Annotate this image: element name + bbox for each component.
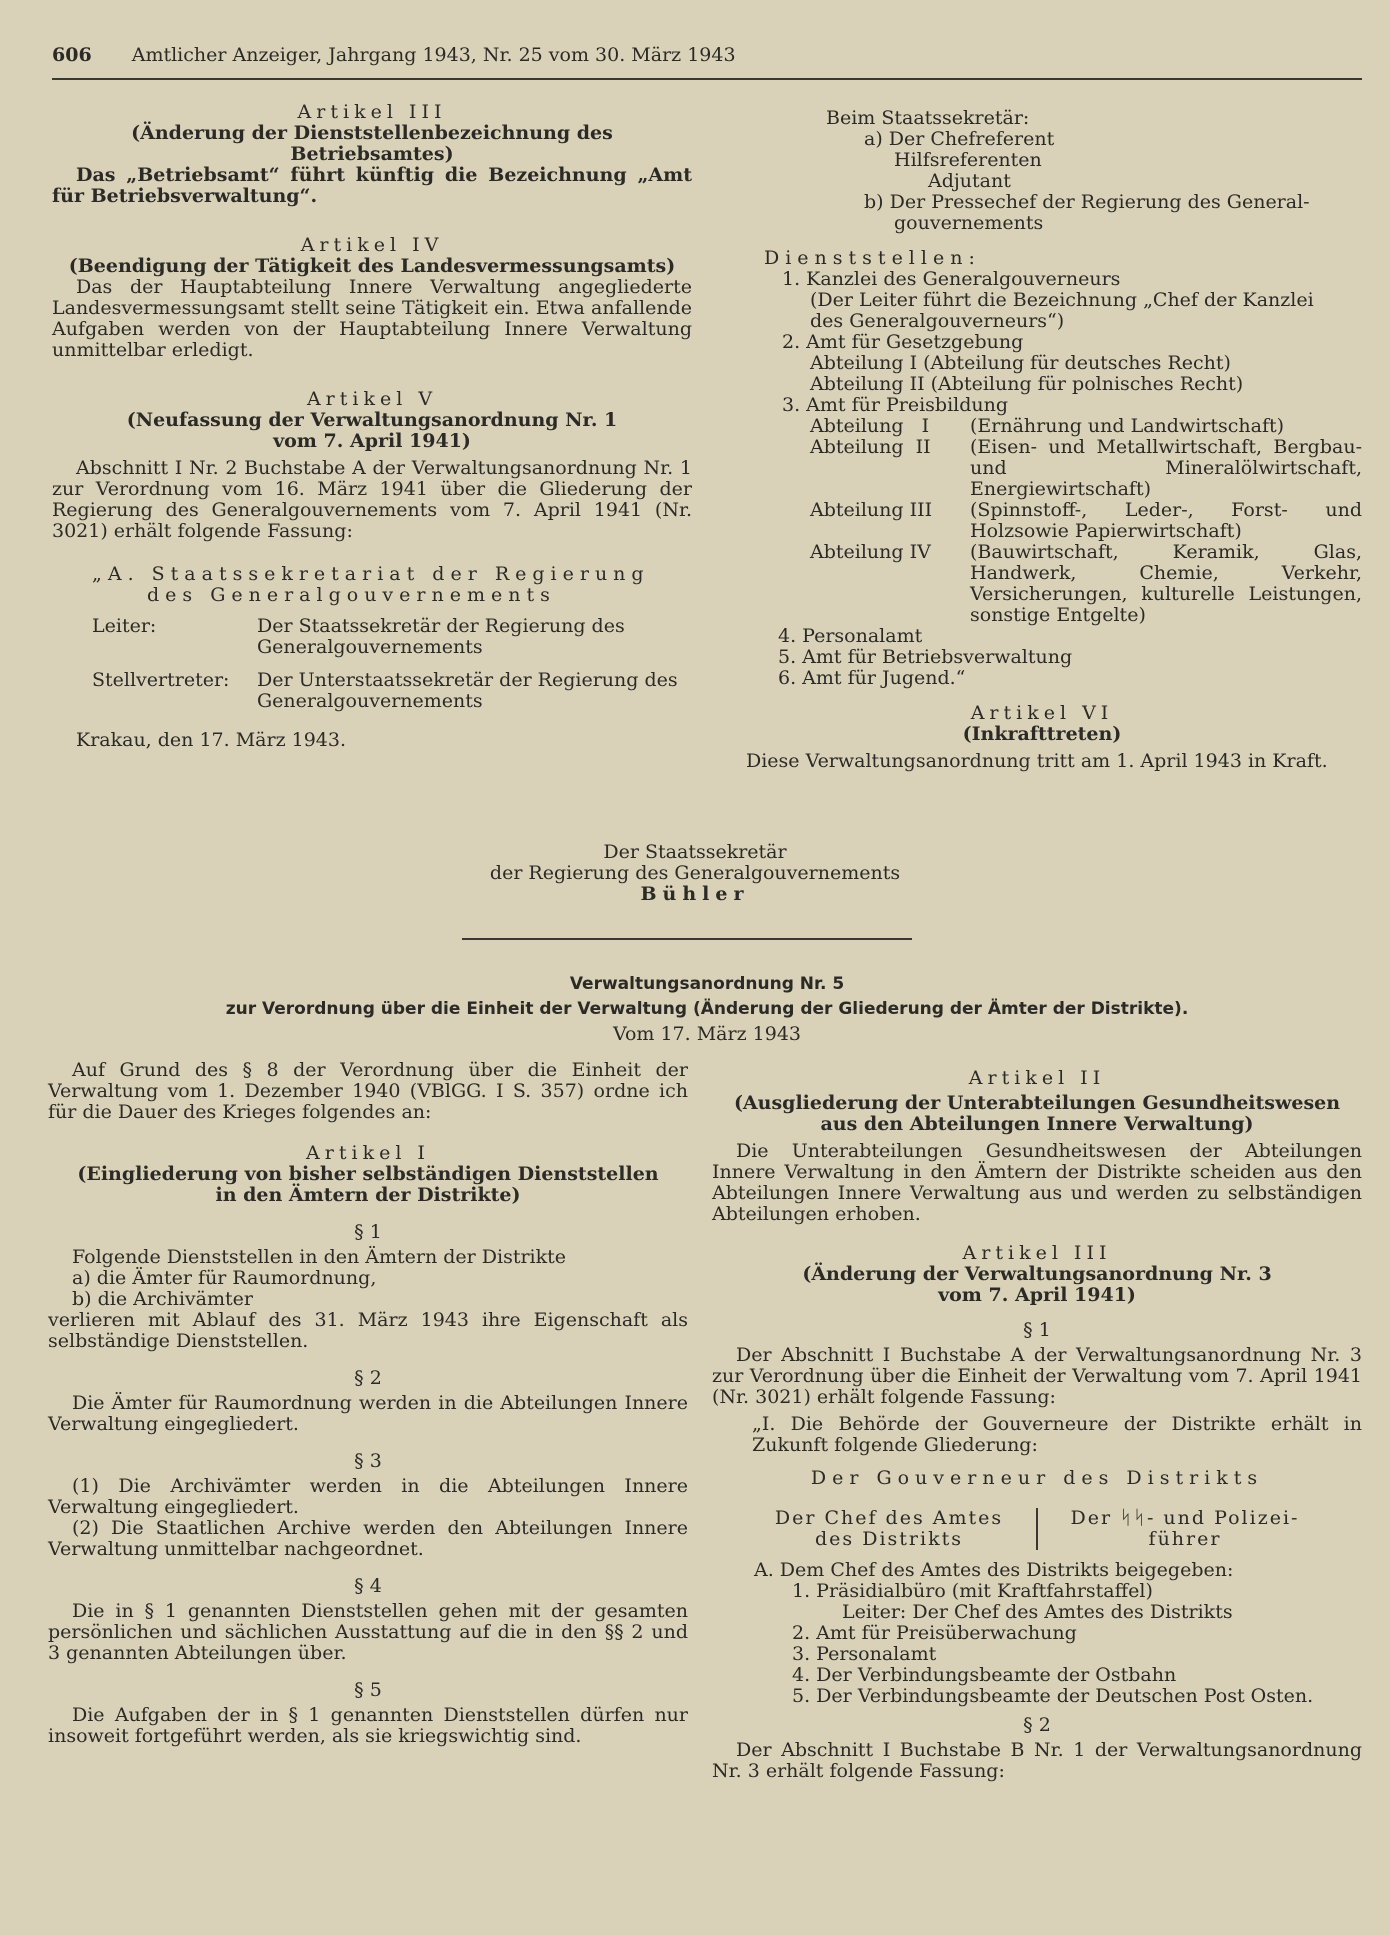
header-rule bbox=[52, 78, 1362, 80]
section-1-marker: § 1 bbox=[354, 1221, 382, 1243]
beim-staatssekretaer: Beim Staatssekretär: bbox=[826, 107, 1030, 129]
br-section-2-marker: § 2 bbox=[1023, 1714, 1051, 1736]
a-item-1-leiter: Leiter: Der Chef des Amtes des Distrikts bbox=[842, 1601, 1233, 1623]
org-split bbox=[712, 1508, 1362, 1550]
a-item-4: 4. Der Verbindungsbeamte der Ostbahn bbox=[792, 1664, 1177, 1686]
top-left-column bbox=[52, 102, 692, 751]
article-6-text: Diese Verwaltungsanordnung tritt am 1. April 1943 in Kraft. bbox=[746, 750, 1328, 772]
gouverneur-heading: Der Gouverneur des Distrikts bbox=[810, 1467, 1264, 1489]
section-1-item-a: a) die Ämter für Raumordnung, bbox=[72, 1267, 377, 1289]
ordinance-header bbox=[52, 972, 1362, 1046]
br-article-3-subtitle-1: (Änderung der Verwaltungsanordnung Nr. 3 bbox=[802, 1263, 1272, 1285]
article-4-text: Das der Hauptabteilung Innere Verwaltung angegliederte Landesvermessungsamt stellt seine Tätigkeit ein. Etwa anfallende Aufgaben werden von der Hauptabteilung Innere Verwaltung unmittelbar erledigt. bbox=[52, 276, 692, 361]
header-title: Amtlicher Anzeiger, Jahrgang 1943, Nr. 25 vom 30. März 1943 bbox=[131, 44, 736, 66]
item-6-jugend: 6. Amt für Jugend.“ bbox=[778, 667, 966, 689]
item-3-abteilung-2 bbox=[810, 437, 1362, 500]
a-item-1: 1. Präsidialbüro (mit Kraftfahrstaffel) bbox=[792, 1580, 1153, 1602]
section-1-item-b: b) die Archivämter bbox=[72, 1288, 253, 1310]
section-5-text: Die Aufgaben der in § 1 genannten Dienststellen dürfen nur insoweit fortgeführt werden, als sie kriegswichtig sind. bbox=[48, 1704, 688, 1747]
abteilung-2-label: Abteilung II bbox=[810, 436, 931, 458]
item-3-abteilung-4 bbox=[810, 542, 1362, 626]
chef-line-2: des Distrikts bbox=[815, 1528, 963, 1550]
stellvertreter-label: Stellvertreter: bbox=[92, 669, 230, 691]
item-a-adjutant: Adjutant bbox=[928, 170, 1011, 192]
leiter-label: Leiter: bbox=[92, 615, 157, 637]
section-4-marker: § 4 bbox=[354, 1575, 382, 1597]
section-5-marker: § 5 bbox=[354, 1679, 382, 1701]
section-4-text: Die in § 1 genannten Dienststellen gehen mit der gesamten persönlichen und sächlichen Ausstattung auf die in den §§ 2 und 3 genannten Abteilungen über. bbox=[48, 1600, 688, 1664]
section-2-text: Die Ämter für Raumordnung werden in die Abteilungen Innere Verwaltung eingegliedert. bbox=[48, 1392, 688, 1435]
section-divider bbox=[462, 938, 912, 940]
article-5-heading: Artikel V bbox=[306, 388, 438, 410]
item-b-pressechef: b) Der Pressechef der Regierung des General- bbox=[864, 191, 1310, 213]
page-header bbox=[52, 44, 1362, 66]
a-item-3: 3. Personalamt bbox=[792, 1643, 937, 1665]
br-article-2-heading: Artikel II bbox=[968, 1067, 1106, 1089]
ordinance-subtitle: zur Verordnung über die Einheit der Verwaltung (Änderung der Gliederung der Ämter der Distrikte). bbox=[225, 999, 1189, 1019]
abteilung-3-label: Abteilung III bbox=[810, 499, 933, 521]
item-4-personalamt: 4. Personalamt bbox=[778, 625, 923, 647]
stellvertreter-row bbox=[52, 670, 692, 712]
a-heading: A. Dem Chef des Amtes des Distrikts beigegeben: bbox=[754, 1559, 1234, 1581]
article-6-heading: Artikel VI bbox=[970, 702, 1114, 724]
abteilung-3-text: (Spinnstoff-, Leder-, Forst- und Holzsowie Papierwirtschaft) bbox=[970, 499, 1362, 542]
quote-heading-2: des Generalgouvernements bbox=[147, 584, 556, 606]
abteilung-2-text: (Eisen- und Metallwirtschaft, Bergbau- und Mineralölwirtschaft, Energiewirtschaft) bbox=[970, 436, 1362, 500]
br-article-2-subtitle-1: (Ausgliederung der Unterabteilungen Gesundheitswesen bbox=[733, 1092, 1341, 1114]
ss-line-1: Der ᛋᛋ- und Polizei- bbox=[1070, 1507, 1300, 1529]
article-5-subtitle-2: vom 7. April 1941) bbox=[273, 430, 471, 452]
section-1-text-1: Folgende Dienststellen in den Ämtern der Distrikte bbox=[72, 1246, 567, 1268]
item-3-abteilung-1 bbox=[810, 416, 1362, 437]
bottom-left-column bbox=[48, 1060, 688, 1747]
item-1-note-1: (Der Leiter führt die Bezeichnung „Chef der Kanzlei bbox=[810, 289, 1314, 311]
item-2-abteilung-1: Abteilung I (Abteilung für deutsches Recht) bbox=[810, 352, 1231, 374]
abteilung-4-label: Abteilung IV bbox=[810, 541, 931, 563]
br-section-1-quote: „I. Die Behörde der Gouverneure der Distrikte erhält in Zukunft folgende Gliederung: bbox=[752, 1413, 1362, 1456]
item-5-betriebsverwaltung: 5. Amt für Betriebsverwaltung bbox=[778, 646, 1073, 668]
section-3-marker: § 3 bbox=[354, 1450, 382, 1472]
abteilung-1-text: (Ernährung und Landwirtschaft) bbox=[970, 415, 1285, 437]
item-b-gouvernements: gouvernements bbox=[894, 212, 1044, 234]
chef-line-1: Der Chef des Amtes bbox=[774, 1507, 1004, 1529]
item-2-abteilung-2: Abteilung II (Abteilung für polnisches Recht) bbox=[810, 373, 1244, 395]
article-4-heading: Artikel IV bbox=[300, 234, 444, 256]
br-article-3-subtitle-2: vom 7. April 1941) bbox=[938, 1284, 1136, 1306]
date-line: Krakau, den 17. März 1943. bbox=[76, 729, 347, 751]
stellvertreter-text: Der Unterstaatssekretär der Regierung des Generalgouvernements bbox=[257, 669, 678, 712]
page-number: 606 bbox=[52, 44, 92, 66]
leiter-text: Der Staatssekretär der Regierung des Generalgouvernements bbox=[257, 615, 625, 658]
item-a-chefreferent: a) Der Chefreferent bbox=[864, 128, 1055, 150]
bl-article-1-heading: Artikel I bbox=[306, 1142, 430, 1164]
section-3-text-1: (1) Die Archivämter werden in die Abteilungen Innere Verwaltung eingegliedert. bbox=[48, 1475, 688, 1518]
br-article-3-heading: Artikel III bbox=[962, 1242, 1112, 1264]
item-2-gesetzgebung: 2. Amt für Gesetzgebung bbox=[782, 331, 1024, 353]
article-3-subtitle: (Änderung der Dienststellenbezeichnung des Betriebsamtes) bbox=[131, 122, 613, 165]
top-right-column bbox=[722, 108, 1362, 772]
bl-article-1-subtitle-2: in den Ämtern der Distrikte) bbox=[215, 1184, 521, 1206]
article-6-subtitle: (Inkrafttreten) bbox=[962, 723, 1122, 745]
bottom-right-column bbox=[712, 1068, 1362, 1782]
br-article-2-subtitle-2: aus den Abteilungen Innere Verwaltung) bbox=[820, 1113, 1254, 1135]
quote-heading-1: „A. Staatssekretariat der Regierung bbox=[92, 563, 650, 585]
section-2-marker: § 2 bbox=[354, 1367, 382, 1389]
article-4-subtitle: (Beendigung der Tätigkeit des Landesvermessungsamts) bbox=[68, 255, 676, 277]
br-article-2-text: Die Unterabteilungen Gesundheitswesen der Abteilungen Innere Verwaltung in den Ämtern der Distrikte scheiden aus den Abteilungen Innere Verwaltung aus und werden zu selbständigen Abteilungen erhoben. bbox=[712, 1140, 1362, 1225]
intro-text: Auf Grund des § 8 der Verordnung über die Einheit der Verwaltung vom 1. Dezember 1940 (VBlGG. I S. 357) ordne ich für die Dauer des Krieges folgendes an: bbox=[48, 1059, 688, 1123]
item-1-kanzlei: 1. Kanzlei des Generalgouverneurs bbox=[782, 268, 1121, 290]
br-section-1-marker: § 1 bbox=[1023, 1319, 1051, 1341]
dienststellen-heading: Dienststellen: bbox=[764, 247, 981, 269]
br-section-1-text: Der Abschnitt I Buchstabe A der Verwaltungsanordnung Nr. 3 zur Verordnung über die Einheit der Verwaltung vom 7. April 1941 (Nr. 3021) erhält folgende Fassung: bbox=[712, 1344, 1362, 1408]
section-1-text-2: verlieren mit Ablauf des 31. März 1943 ihre Eigenschaft als selbständige Dienststellen. bbox=[48, 1309, 688, 1352]
bl-article-1-subtitle-1: (Eingliederung von bisher selbständigen Dienststellen bbox=[77, 1163, 659, 1185]
item-3-preisbildung: 3. Amt für Preisbildung bbox=[782, 394, 1009, 416]
section-3-text-2: (2) Die Staatlichen Archive werden den Abteilungen Innere Verwaltung unmittelbar nachgeordnet. bbox=[48, 1517, 688, 1560]
signature-name: Bühler bbox=[640, 883, 750, 905]
signature-line-1: Der Staatssekretär bbox=[603, 841, 787, 863]
ordinance-title: Verwaltungsanordnung Nr. 5 bbox=[569, 974, 845, 994]
article-3-text: Das „Betriebsamt“ führt künftig die Bezeichnung „Amt für Betriebsverwaltung“. bbox=[52, 164, 692, 207]
abteilung-4-text: (Bauwirtschaft, Keramik, Glas, Handwerk, Chemie, Verkehr, Versicherungen, kulturelle Leistungen, sonstige Entgelte) bbox=[970, 541, 1362, 626]
item-1-note-2: des Generalgouverneurs“) bbox=[810, 310, 1065, 332]
br-section-2-text: Der Abschnitt I Buchstabe B Nr. 1 der Verwaltungsanordnung Nr. 3 erhält folgende Fassung: bbox=[712, 1739, 1362, 1782]
signature-block bbox=[400, 842, 990, 905]
chef-des-amtes-box bbox=[754, 1508, 1038, 1550]
polizeifuehrer-box bbox=[1038, 1508, 1320, 1550]
leiter-row bbox=[52, 616, 692, 658]
item-3-abteilung-3 bbox=[810, 500, 1362, 542]
abteilung-1-label: Abteilung I bbox=[810, 415, 930, 437]
ss-line-2: führer bbox=[1148, 1528, 1222, 1550]
article-5-text: Abschnitt I Nr. 2 Buchstabe A der Verwaltungsanordnung Nr. 1 zur Verordnung vom 16. März 1941 über die Gliederung der Regierung des Generalgouvernements vom 7. April 1941 (Nr. 3021) erhält folgende Fassung: bbox=[52, 457, 692, 542]
a-item-5: 5. Der Verbindungsbeamte der Deutschen Post Osten. bbox=[792, 1685, 1314, 1707]
article-3-heading: Artikel III bbox=[297, 101, 447, 123]
item-a-hilfsreferenten: Hilfsreferenten bbox=[894, 149, 1042, 171]
signature-line-2: der Regierung des Generalgouvernements bbox=[489, 862, 901, 884]
a-item-2: 2. Amt für Preisüberwachung bbox=[792, 1622, 1077, 1644]
article-5-subtitle-1: (Neufassung der Verwaltungsanordnung Nr. 1 bbox=[126, 409, 618, 431]
ordinance-date: Vom 17. März 1943 bbox=[613, 1023, 801, 1045]
